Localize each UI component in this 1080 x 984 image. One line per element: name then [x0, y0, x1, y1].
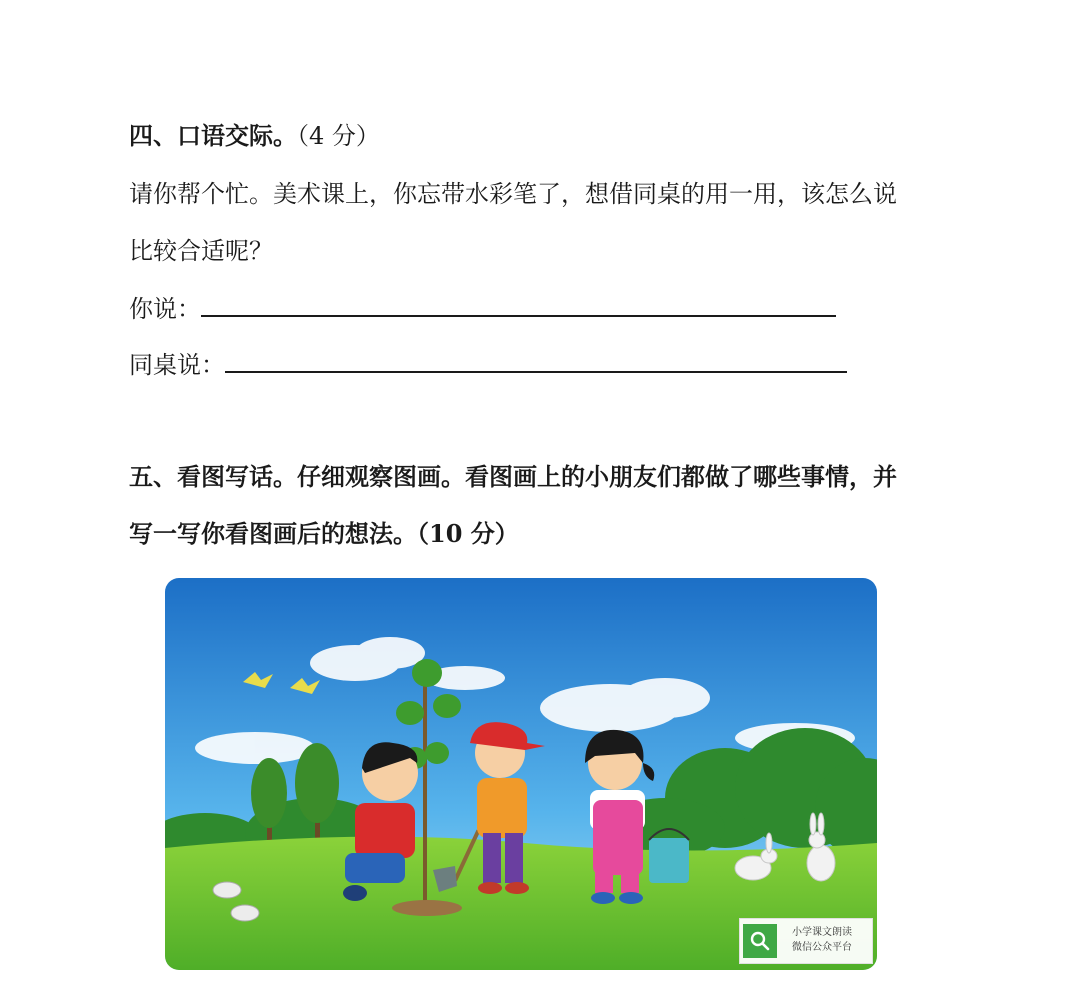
section4-prompt-line2: 比较合适呢？ [129, 237, 273, 265]
section4-score: （4 分） [297, 122, 380, 150]
section4-heading [129, 116, 380, 151]
section4-prompt-line1: 请你帮个忙。美术课上，你忘带水彩笔了，想借同桌的用一用，该怎么说 [129, 180, 897, 208]
watermark-text [792, 925, 852, 955]
you-say-row [129, 289, 836, 324]
section5-line1: 五、看图写话。仔细观察图画。看图画上的小朋友们都做了哪些事情，并 [129, 462, 897, 491]
you-say-answer-line[interactable] [201, 314, 836, 317]
watermark-badge [739, 918, 873, 964]
deskmate-says-row [129, 345, 847, 380]
deskmate-says-label: 同桌说： [129, 351, 225, 379]
search-icon [743, 924, 777, 958]
you-say-label: 你说： [129, 295, 201, 323]
tree-planting-illustration [165, 578, 877, 970]
watermark-line1: 小学课文朗读 [792, 927, 852, 938]
watermark-line2: 微信公众平台 [792, 942, 852, 953]
section5-line2: 写一写你看图画后的想法。（10 分） [129, 519, 519, 548]
section4-title: 四、口语交际。 [129, 121, 297, 150]
deskmate-says-answer-line[interactable] [225, 370, 847, 373]
